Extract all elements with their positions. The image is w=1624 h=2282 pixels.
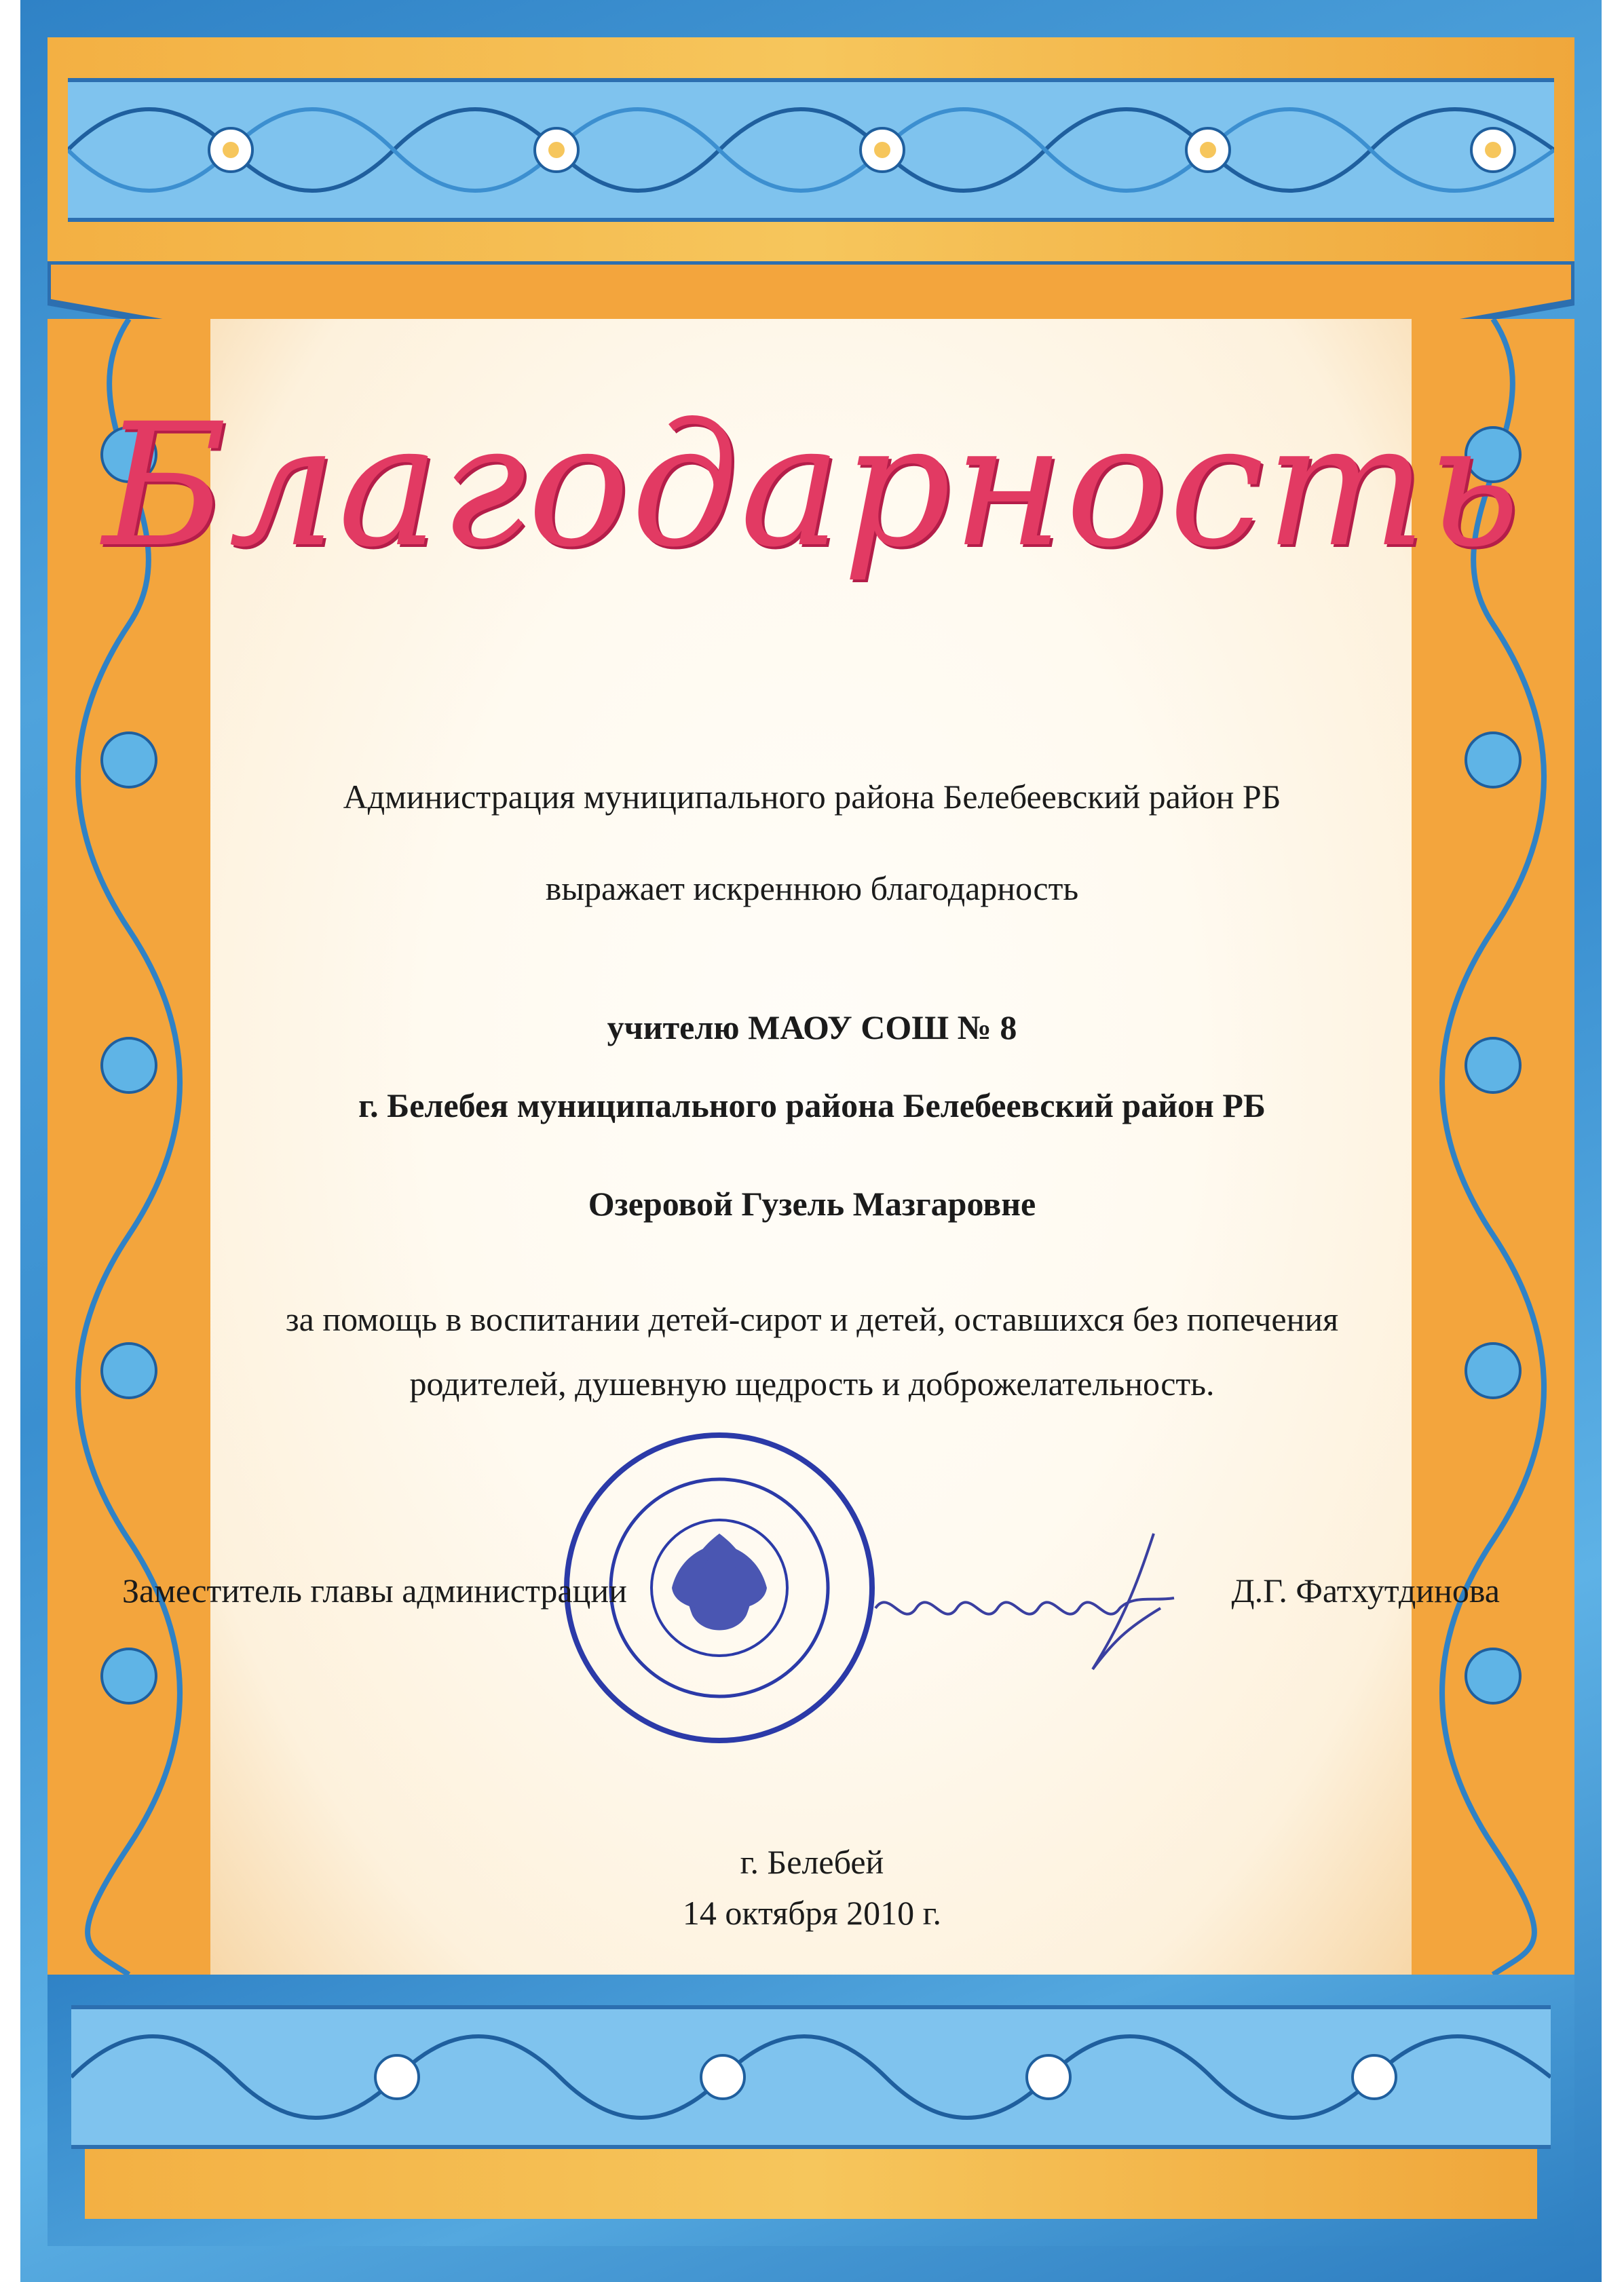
recipient-position: учителю МАОУ СОШ № 8 xyxy=(607,1008,1017,1046)
bottom-ornament-strip xyxy=(71,2005,1551,2149)
issue-date: 14 октября 2010 г. xyxy=(682,1894,942,1932)
signatory-name: Д.Г. Фатхутдинова xyxy=(1231,1572,1500,1610)
top-ornament-strip xyxy=(68,78,1554,222)
bottom-ornament-banner xyxy=(48,1975,1574,2246)
certificate-title: Благодарность xyxy=(102,387,1522,584)
floral-ornament-icon xyxy=(71,2009,1551,2145)
floral-ornament-icon xyxy=(68,82,1554,218)
signatory-title: Заместитель главы администрации xyxy=(122,1572,627,1610)
issue-city: г. Белебей xyxy=(740,1843,884,1881)
recipient-name: Озеровой Гузель Мазгаровне xyxy=(588,1185,1036,1223)
recipient-school-location: г. Белебея муниципального района Белебеевский район РБ xyxy=(358,1086,1266,1124)
handwritten-signature xyxy=(869,1520,1242,1676)
reason-line-2: родителей, душевную щедрость и доброжелательность. xyxy=(409,1365,1215,1403)
signature-row xyxy=(122,1571,1500,1618)
expresses-line: выражает искреннюю благодарность xyxy=(545,869,1079,907)
issuer-line: Администрация муниципального района Белебеевский район РБ xyxy=(343,778,1281,816)
reason-line-1: за помощь в воспитании детей-сирот и детей, оставшихся без попечения xyxy=(285,1300,1339,1338)
top-ornament-banner xyxy=(48,37,1574,261)
